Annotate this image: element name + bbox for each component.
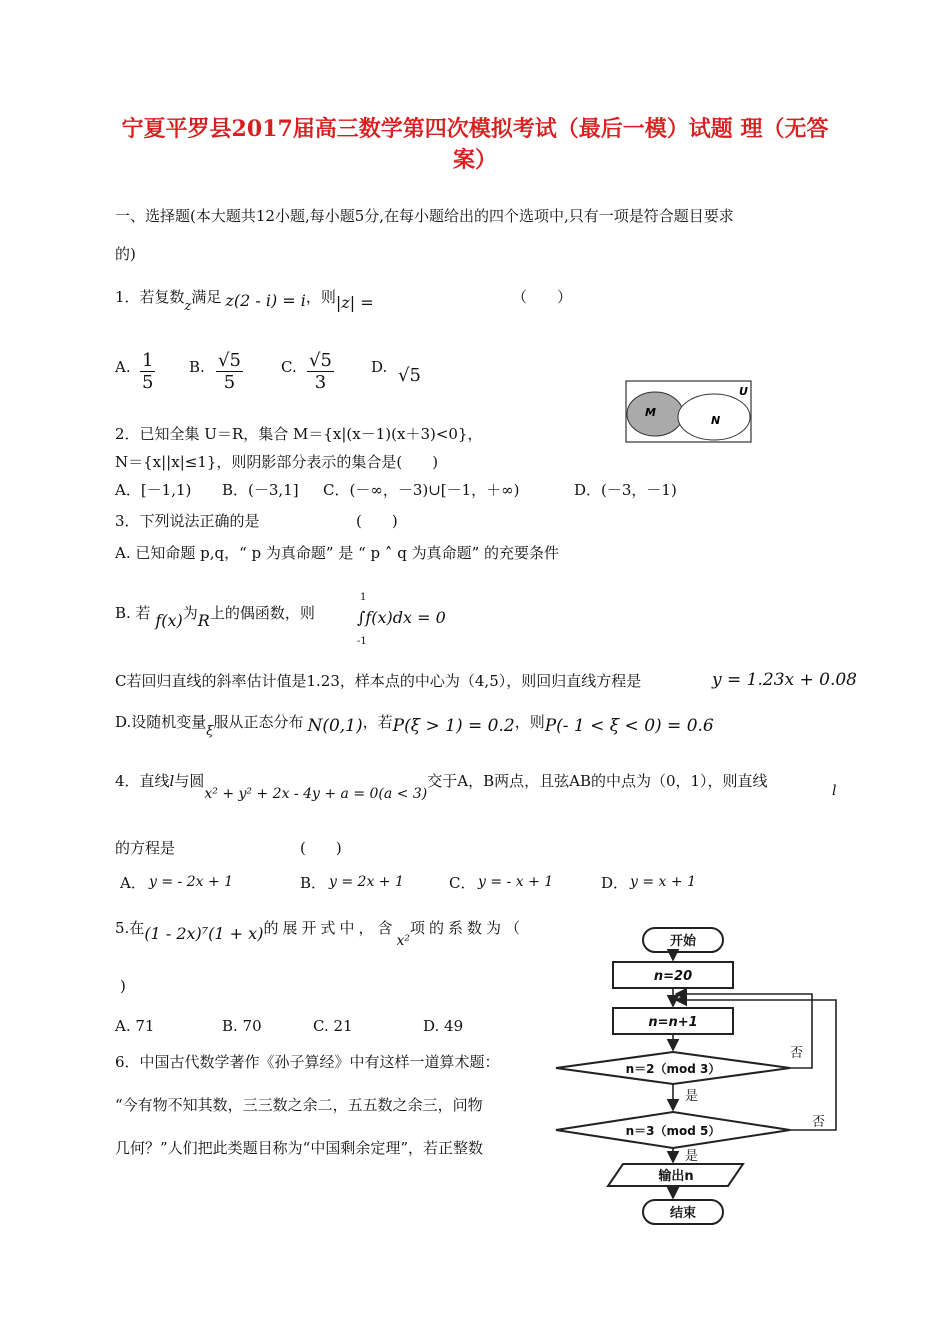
q1-option-b-numerator: √5 (218, 350, 241, 371)
q3-option-b-fx: f(x) (155, 611, 183, 630)
q4-option-d-label: D． (601, 874, 629, 892)
q4-option-d: y = x + 1 (630, 874, 696, 890)
page-title-line-1: 宁夏平罗县2017届高三数学第四次模拟考试（最后一模）试题 理（无答 (121, 116, 829, 142)
q4-stem-b: 与圆 (174, 772, 205, 790)
q3-option-c-text: C若回归直线的斜率估计值是1.23，样本点的中心为（4,5），则回归直线方程是 (115, 672, 642, 690)
q1-answer-paren: （ ） (512, 288, 573, 306)
q3-option-d-prefix: D.设随机变量 (115, 713, 207, 731)
flowchart-condition-2-label: n＝3（mod 5） (625, 1124, 721, 1138)
q6-stem-line-1: 6．中国古代数学著作《孙子算经》中有这样一道算术题： (115, 1053, 500, 1071)
q3-option-d-dist: N(0,1) (307, 716, 363, 736)
q4-option-a-label: A． (120, 874, 146, 892)
q1-stem (115, 287, 374, 314)
flowchart-yes-1-label: 是 (685, 1089, 699, 1104)
q5-option-a: A. 71 (115, 1017, 155, 1035)
q3-option-b-tail: 上的偶函数，则 (209, 604, 315, 622)
flowchart-init-label: n=20 (653, 969, 693, 984)
q2-option-c: C．(－∞，－3)∪[－1，＋∞) (323, 481, 520, 499)
q3-option-b-lower-limit: -1 (357, 636, 367, 647)
q4-stem-line-2: 的方程是 (115, 839, 176, 857)
q3-option-d-p1: P(ξ > 1) = 0.2 (392, 716, 515, 736)
q1-stem-c: ，则 (305, 288, 336, 306)
q3-option-b (115, 603, 315, 630)
flowchart-start-label: 开始 (669, 934, 697, 949)
q1-stem-b: 满足 (191, 288, 222, 306)
q4-var-l-end: l (832, 783, 837, 799)
flowchart-output-label: 输出n (658, 1169, 694, 1184)
q6-stem-line-2: “今有物不知其数，三三数之余二，五五数之余三，问物 (115, 1096, 483, 1114)
venn-label-n: N (711, 414, 721, 427)
q1-option-a-denominator: 5 (142, 372, 154, 393)
q1-condition: z(2 - i) = i (225, 291, 306, 310)
venn-label-m: M (645, 406, 656, 419)
q4-option-b-label: B． (300, 874, 327, 892)
venn-label-u: U (739, 385, 748, 398)
q1-stem-a: 1．若复数 (115, 288, 185, 306)
flowchart-yes-2-label: 是 (685, 1149, 699, 1164)
section-header-line-2: 的) (115, 245, 136, 263)
q4-option-a: y = - 2x + 1 (149, 874, 234, 890)
q5-stem-c: 项的系数为（ (409, 919, 524, 937)
q1-option-d-label: D. (371, 358, 388, 376)
q2-option-d: D．(－3，－1) (574, 481, 677, 499)
q1-option-c-label: C. (281, 358, 297, 376)
q5-stem-a: 5.在 (115, 919, 145, 937)
q3-option-b-integral: ∫f(x)dx = 0 (357, 608, 446, 627)
q5-option-b: B. 70 (222, 1017, 262, 1035)
q3-option-d-if: ，若 (362, 713, 393, 731)
q3-option-b-prefix: B. 若 (115, 604, 151, 622)
q5-option-d: D. 49 (423, 1017, 464, 1035)
q4-circle-equation: x² + y² + 2x - 4y + a = 0(a < 3) (204, 786, 428, 802)
q4-stem-a: 4．直线 (115, 772, 170, 790)
venn-diagram (625, 380, 753, 444)
q5-stem (115, 918, 524, 949)
q3-option-b-upper-limit: 1 (360, 592, 367, 603)
q4-var-l: l (169, 772, 175, 790)
q4-option-c: y = - x + 1 (478, 874, 554, 890)
q6-stem-line-3: 几何？”人们把此类题目称为“中国剩余定理”，若正整数 (115, 1139, 484, 1157)
page-title-line-2: 案） (452, 147, 497, 173)
q1-ask: |z| = (335, 293, 374, 312)
flowchart-no-1-label: 否 (790, 1046, 804, 1061)
q1-option-c-fraction (307, 350, 334, 393)
q5-expression: (1 - 2x)⁷(1 + x) (144, 924, 264, 943)
q1-option-a-label: A. (115, 358, 131, 376)
q2-option-a: A．[－1,1) (115, 481, 192, 499)
q3-option-b-r: R (197, 611, 210, 630)
q3-option-d-mid: 服从正态分布 (213, 713, 304, 731)
q3-option-d-xi: ξ (206, 724, 214, 739)
q1-option-a-fraction (140, 350, 155, 393)
q3-option-d (115, 712, 714, 739)
q1-option-b-fraction (216, 350, 243, 393)
flowchart-end-label: 结束 (669, 1206, 697, 1221)
section-header-line-1: 一、选择题(本大题共12小题,每小题5分,在每小题给出的四个选项中,只有一项是符合题目要求 (115, 207, 734, 225)
q4-option-c-label: C． (449, 874, 476, 892)
q4-stem (115, 771, 768, 802)
flowchart (550, 920, 850, 1230)
q5-term: x² (396, 933, 410, 949)
q5-stem-line-2: ) (120, 977, 126, 995)
q4-answer-paren: ( ) (300, 839, 342, 857)
q5-option-c: C. 21 (313, 1017, 353, 1035)
q2-option-b: B．(－3,1] (222, 481, 299, 499)
q3-stem: 3．下列说法正确的是 (115, 512, 260, 530)
flowchart-condition-1-label: n＝2（mod 3） (625, 1062, 721, 1076)
q2-stem-line-2: N＝{x||x|≤1}，则阴影部分表示的集合是( ) (115, 453, 439, 471)
q3-option-d-p2: P(- 1 < ξ < 0) = 0.6 (544, 716, 714, 736)
flowchart-step-label: n=n+1 (648, 1015, 698, 1030)
q4-option-b: y = 2x + 1 (329, 874, 404, 890)
q3-option-a: A. 已知命题 p,q，“ p 为真命题” 是 “ p ˄ q 为真命题” 的充要条件 (115, 544, 560, 562)
q1-option-b-denominator: 5 (223, 372, 236, 393)
q1-option-a-numerator: 1 (142, 350, 154, 371)
q1-option-b-label: B. (189, 358, 205, 376)
q3-option-b-mid: 为 (182, 604, 198, 622)
q5-stem-b: 的展开式中，含 (263, 919, 397, 937)
q1-option-c-numerator: √5 (309, 350, 332, 371)
q1-option-c-denominator: 3 (314, 372, 327, 393)
q2-stem-line-1: 2．已知全集 U＝R，集合 M＝{x|(x－1)(x＋3)<0}， (115, 425, 483, 443)
q1-option-d-value: √5 (398, 365, 421, 386)
flowchart-no-2-label: 否 (812, 1115, 826, 1130)
q1-var-z: z (184, 299, 192, 314)
q3-option-c (115, 671, 641, 691)
q3-option-d-then: ，则 (514, 713, 545, 731)
q4-stem-c: 交于A，B两点，且弦AB的中点为（0，1），则直线 (427, 772, 768, 790)
q3-answer-paren: ( ) (356, 512, 398, 530)
q3-option-c-equation: y = 1.23x + 0.08 (712, 670, 857, 690)
